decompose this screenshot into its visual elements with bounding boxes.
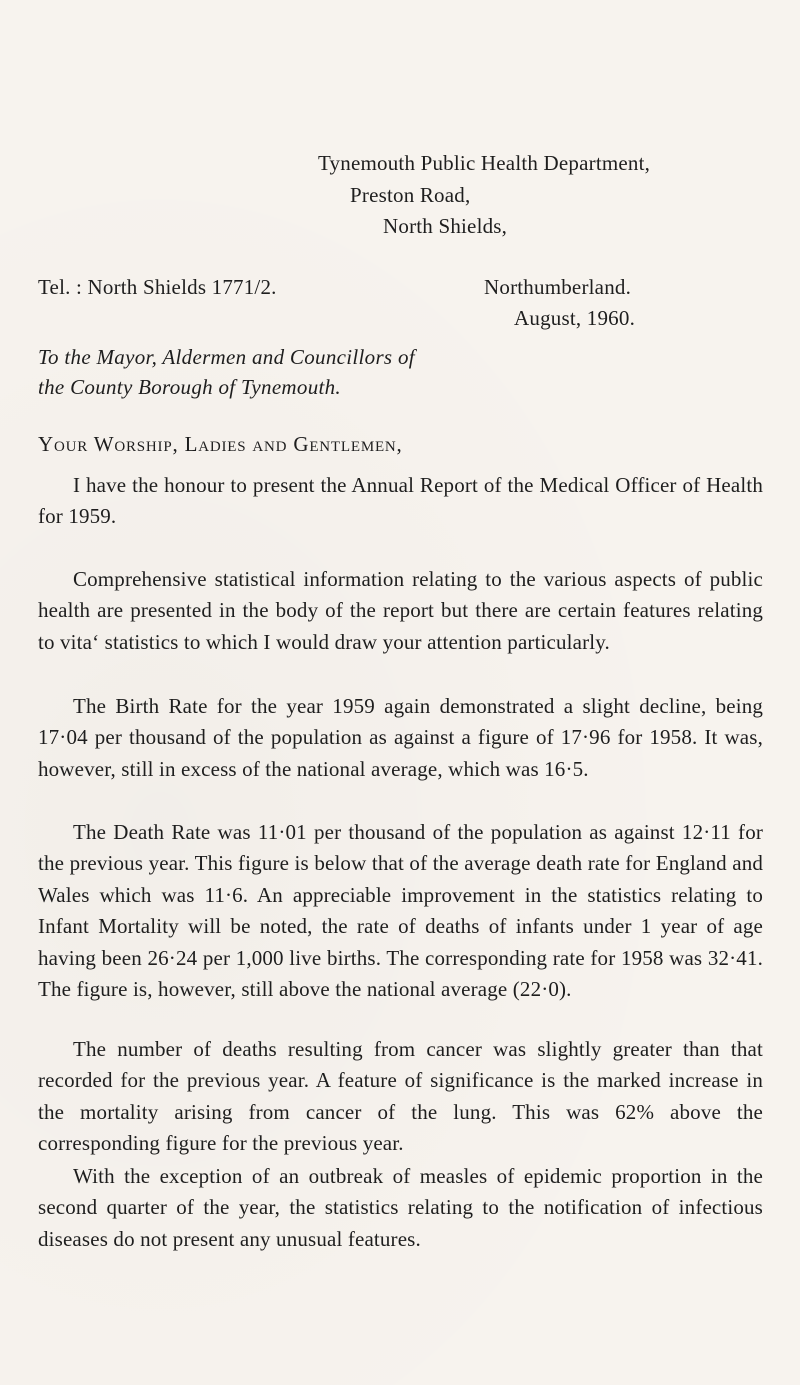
county-line: Northumberland. [484,275,632,299]
addressee-block [38,342,415,402]
paragraph-statistics-overview: Comprehensive statistical information relating to the various aspects of public health are presented in the body of the report but there are certain features relating to vita‘ statistics to which I would draw your attention particularly. [38,567,763,654]
department-line: Tynemouth Public Health Department, [318,151,651,175]
paragraph-infectious-diseases: With the exception of an outbreak of measles of epidemic proportion in the second quarter of the year, the statistics relating to the notification of infectious diseases do not present any unusual features. [38,1164,763,1251]
street-line: Preston Road, [350,183,471,207]
paragraph-introduction: I have the honour to present the Annual Report of the Medical Officer of Health for 1959. [38,473,763,529]
date-line: August, 1960. [514,306,636,330]
paragraph-cancer: The number of deaths resulting from cancer was slightly greater than that recorded for the previous year. A feature of significance is the marked increase in the mortality arising from cancer of the lung. This was 62% above the corresponding figure for the previous year. [38,1037,763,1156]
greeting: Your Worship, Ladies and Gentlemen, [38,432,403,456]
paragraph-death-rate: The Death Rate was 11·01 per thousand of the population as against 12·11 for the previous year. This figure is below that of the average death rate for England and Wales which was 11·6. An appreciable improvement in the statistics relating to Infant Mortality will be noted, the rate of deaths of infants under 1 year of age having been 26·24 per 1,000 live births. The corresponding rate for 1958 was 32·41. The figure is, however, still above the national average (22·0). [38,820,763,1002]
town-line: North Shields, [383,214,508,238]
telephone-line: Tel. : North Shields 1771/2. [38,275,277,299]
addressee-line-1: To the Mayor, Aldermen and Councillors of [38,345,415,369]
paragraph-birth-rate: The Birth Rate for the year 1959 again demonstrated a slight decline, being 17·04 per thousand of the population as against a figure of 17·96 for 1958. It was, however, still in excess of the national average, which was 16·5. [38,694,763,781]
addressee-line-2: the County Borough of Tynemouth. [38,375,341,399]
